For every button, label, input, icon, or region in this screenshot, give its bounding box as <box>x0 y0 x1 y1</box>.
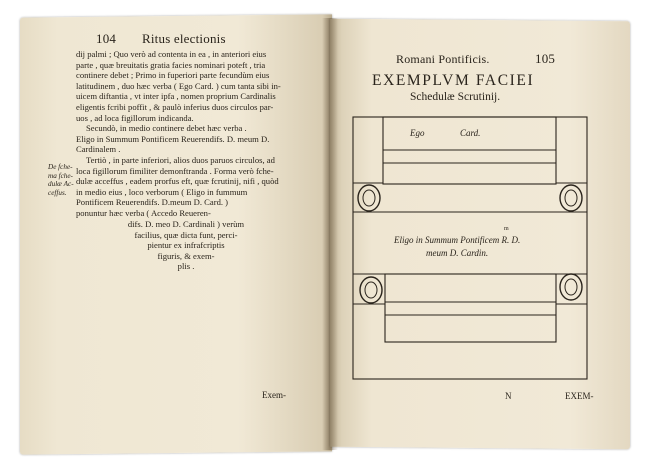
body-line: figuris, & exem- <box>157 250 215 261</box>
seal-bottom-right <box>560 274 582 300</box>
body-line: dulæ acceffus , eadem prorfus eft, quæ fcrutinij, nifi , quòd <box>76 176 279 187</box>
right-catchword: EXEM- <box>565 391 594 401</box>
body-line: Secundò, in medio continere debet hæc verba . <box>86 123 247 134</box>
form-title: EXEMPLVM FACIEI <box>372 72 535 89</box>
body-line: Pontificem Reuerendifs. D.meum D. Card. ) <box>76 197 229 208</box>
marginal-note <box>48 163 74 197</box>
body-line: difs. D. meo D. Cardinali ) verùm <box>127 219 245 229</box>
seal-top-left <box>358 185 380 211</box>
body-line: uos , ad loca figillorum indicanda. <box>76 112 194 123</box>
marginal-line: ceffus. <box>48 188 67 197</box>
form-word-card: Card. <box>460 128 481 138</box>
book-gutter <box>322 18 338 450</box>
form-middle-line-1: Eligo in Summum Pontificem R. D. <box>394 235 521 245</box>
body-line: Eligo in Summum Pontificem Reuerendifs. D. meum D. <box>76 133 270 144</box>
form-bottom-flap <box>385 274 556 342</box>
signature-mark: N <box>505 391 512 401</box>
body-line: ponuntur hæc verba ( Accedo Reueren- <box>76 207 211 218</box>
marginal-line: De fche- <box>48 163 73 171</box>
body-line: latitudinem , duo hæc verba ( Ego Card. ) cum tanta sibi in- <box>76 80 281 91</box>
body-line: eligentis fcribi poffit , & paulò inferius duos circulos par- <box>76 101 274 112</box>
body-line: facilius, quæ dicta funt, perci- <box>134 229 238 240</box>
body-line: Cardinalem . <box>76 144 121 155</box>
form-word-ego: Ego <box>410 128 425 138</box>
right-running-head: Romani Pontificis. <box>396 52 490 66</box>
left-body-text <box>76 49 312 219</box>
marginal-line: ma fche- <box>48 171 73 180</box>
right-page-number: 105 <box>535 51 556 66</box>
body-line: loca figillorum fimiliter demonftranda . Forma verò fche- <box>76 165 274 176</box>
body-line: plis . <box>177 261 195 272</box>
body-line: pientur ex infrafcriptis <box>147 240 225 251</box>
left-catchword: Exem- <box>262 390 286 400</box>
left-page-number: 104 <box>96 31 117 46</box>
marginal-line: dulæ Ac- <box>48 180 74 189</box>
body-line: parte , quæ breuitatis gratia facies nominari poteft , tria <box>76 59 266 70</box>
body-line: dij palmi ; Quo verò ad contenta in ea , in anteriori eius <box>76 49 267 59</box>
form-subtitle: Schedulæ Scrutinij. <box>410 91 501 103</box>
left-tapered-text <box>96 219 276 272</box>
body-line: continere debet ; Primo in fuperiori parte fecundùm eius <box>76 70 270 81</box>
form-small-mark: m <box>504 226 509 232</box>
left-running-head: Ritus electionis <box>142 31 226 46</box>
body-line: Tertiò , in parte inferiori, alios duos paruos circulos, ad <box>86 154 275 165</box>
seal-bottom-left <box>360 277 382 303</box>
body-line: in medio eius , loco verborum ( Eligo in fummum <box>76 186 248 197</box>
seal-top-right <box>560 185 582 211</box>
body-line: uicem diftantia , vt inter ipfa , nomen proprium Cardinalis <box>76 91 276 102</box>
ballot-form-illustration <box>352 114 589 382</box>
form-middle-line-2: meum D. Cardin. <box>426 248 489 258</box>
